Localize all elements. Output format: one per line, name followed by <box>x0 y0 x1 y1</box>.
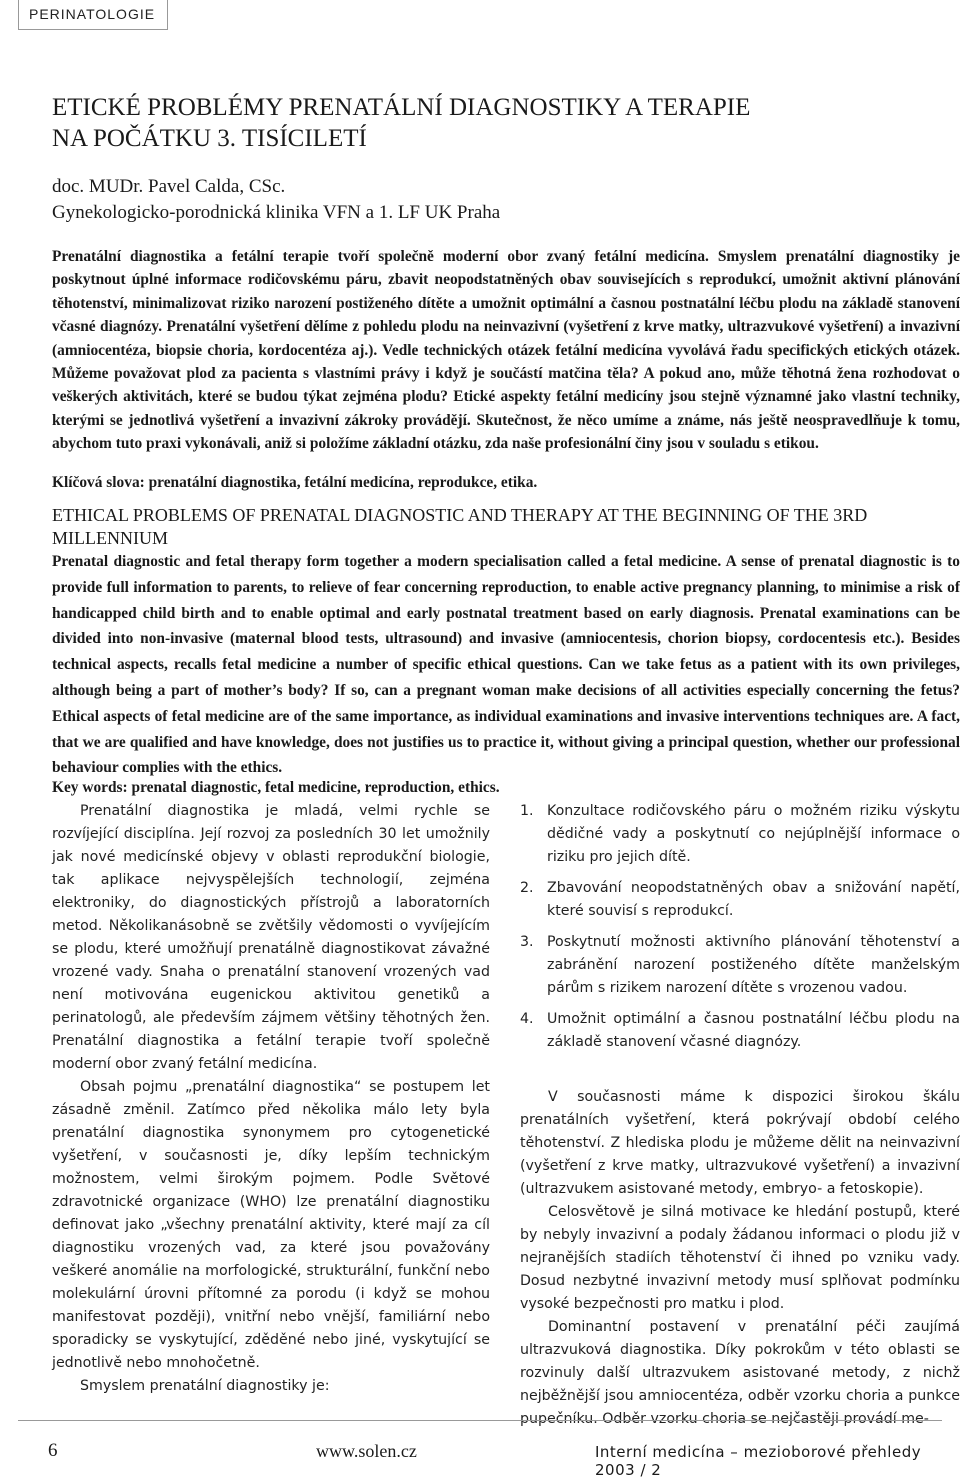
footer-divider <box>18 1420 942 1421</box>
abstract-english: Prenatal diagnostic and fetal therapy form together a modern specialisation called a fetal medicine. A sense of prenatal diagnostic is to provide full information to parents, to relieve of fear concerning reproduction, to enable active pregnancy planning, to minimise a risk of handicapped child birth and to enable optimal and early postnatal treatment based on early diagnosis. Prenatal examinations can be divided into non-invasive (maternal blood tests, ultrasound) and invasive (amniocentesis, chorion biopsy, cordocentesis etc.). Besides technical aspects, recalls fetal medicine a number of specific ethical questions. Can we take fetus as a patient with its own privileges, although being a part of mother’s body? If so, can a pregnant woman make decisions of all activities especially concerning the fetus? Ethical aspects of fetal medicine are of the same importance, as individual examinations and invasive interventions techniques are. A fact, that we are qualified and have knowledge, does not justifies us to practice it, without giving a principal question, whether our professional behaviour complies with the ethics. <box>52 553 960 777</box>
abstract-czech: Prenatální diagnostika a fetální terapie tvoří společně moderní obor zvaný fetální medicína. Smyslem prenatální diagnostiky je poskytnout úplné informace rodičovskému páru, zbavit neopodstatněných obav souvisejících s reprodukcí, umožnit aktivní plánování těhotenství, minimalizovat riziko narození postiženého dítěte a umožnit optimální a časnou postnatální léčbu plodu na základě stanovení včasné diagnózy. Prenatální vyšetření dělíme z pohledu plodu na neinvazivní (vyšetření z krve matky, ultrazvukové vyšetření) a invazivní (amniocentéza, biopsie choria, kordocentéza aj.). Vedle technických otázek fetální medicína vyvolává řadu specifických etických otázek. Můžeme považovat plod za pacienta s vlastními právy i když je součástí matčina těla? A pokud ano, může těhotná žena rozhodovat o veškerých aktivitách, které se budou týkat zejména plodu? Etické aspekty fetální medicíny jsou stejně významné jako vlastní techniky, kterými se jednotlivá vyšetření a invazivní zákroky provádějí. Skutečnost, že něco umíme a známe, nás ještě neospravedlňuje k tomu, abychom tuto praxi vykonávali, aniž si položíme základní otázku, zda naše profesionální činy jsou v souladu s etikou. <box>52 248 960 453</box>
affiliation: Gynekologicko-porodnická klinika VFN a 1. LF UK Praha <box>52 202 501 223</box>
list-number: 1. <box>520 803 534 819</box>
list-text: Zbavování neopodstatněných obav a snižování napětí, které souvisí s reprodukcí. <box>547 880 960 919</box>
footer-url: www.solen.cz <box>316 1441 417 1461</box>
keywords-english: Key words: prenatal diagnostic, fetal medicine, reproduction, ethics. <box>52 779 500 796</box>
list-number: 2. <box>520 880 534 896</box>
list-item <box>520 800 960 869</box>
body-paragraph: Dominantní postavení v prenatální péči zaujímá ultrazvuková diagnostika. Díky pokrokům v této oblasti se rozvinuly další ultrazvukem asistované metody, z nichž nejběžnější jsou amniocentéza, odběr vzorku choria a punkce pupečníku. Odběr vzorku choria se nejčastěji provádí me- <box>520 1319 960 1427</box>
left-column <box>52 800 490 1398</box>
body-paragraph: Celosvětově je silná motivace ke hledání postupů, které by nebyly invazivní a podaly žádanou informaci o plodu již v nejranějších stadiích těhotenství či ihned po vzniku vady. Dosud nezbytné invazivní metody musí splňovat podmínku vysoké bezpečnosti pro matku i plod. <box>520 1204 960 1312</box>
section-label: PERINATOLOGIE <box>18 0 168 30</box>
right-column <box>520 800 960 1431</box>
keywords-czech: Klíčová slova: prenatální diagnostika, fetální medicína, reprodukce, etika. <box>52 474 538 491</box>
list-text: Poskytnutí možnosti aktivního plánování těhotenství a zabránění narození postiženého dítěte manželským párům s rizikem narození dítěte s vrozenou vadou. <box>547 934 960 996</box>
body-paragraph: Smyslem prenatální diagnostiky je: <box>80 1378 330 1394</box>
english-title: ETHICAL PROBLEMS OF PRENATAL DIAGNOSTIC AND THERAPY AT THE BEGINNING OF THE 3RD MILLENNIUM <box>52 505 868 548</box>
body-paragraph: Prenatální diagnostika je mladá, velmi rychle se rozvíjející disciplína. Její rozvoj za posledních 30 let umožnily jak nové medicínské objevy v oblasti reprodukční biologie, tak aplikace nejvyspělejších technologií, zejména elektroniky, do diagnostických přístrojů a laboratorních metod. Několikanásobně se zvětšily vědomosti o vyvíjejícím se plodu, které umožňují prenatálně diagnostikovat závažné vrozené vady. Snaha o prenatální stanovení vrozených vad není motivována eugenickou aktivitou genetiků a perinatologů, ale především zájmem většiny těhotných žen. Prenatální diagnostika a fetální terapie tvoří společně moderní obor zvaný fetální medicína. <box>52 803 490 1072</box>
purpose-list <box>520 800 960 1054</box>
list-text: Konzultace rodičovského páru o možném riziku výskytu dědičné vady a poskytnutí co nejúplnější informace o riziku pro jejich dítě. <box>547 803 960 865</box>
page-number: 6 <box>48 1440 58 1461</box>
title-line: NA POČÁTKU 3. TISÍCILETÍ <box>52 125 367 152</box>
list-item <box>520 931 960 1000</box>
author: doc. MUDr. Pavel Calda, CSc. <box>52 176 286 197</box>
body-paragraph: V současnosti máme k dispozici širokou škálu prenatálních vyšetření, která pokrývají období celého těhotenství. Z hlediska plodu je můžeme dělit na neinvazivní (vyšetření z krve matky, ultrazvukové vyšetření) a invazivní (ultrazvukem asistované metody, embryo- a fetoskopie). <box>520 1089 960 1197</box>
article-title <box>52 92 932 154</box>
list-text: Umožnit optimální a časnou postnatální léčbu plodu na základě stanovení včasné diagnózy. <box>547 1011 960 1050</box>
footer-journal: Interní medicína – mezioborové přehledy 2003 / 2 <box>595 1443 922 1479</box>
list-number: 3. <box>520 934 534 950</box>
list-item <box>520 1008 960 1054</box>
list-item <box>520 877 960 923</box>
title-line: ETICKÉ PROBLÉMY PRENATÁLNÍ DIAGNOSTIKY A TERAPIE <box>52 94 751 121</box>
body-paragraph: Obsah pojmu „prenatální diagnostika“ se postupem let zásadně změnil. Zatímco před několika málo lety byla prenatální diagnostika synonymem pro cytogenetické vyšetření, v současnosti je, díky lepším technickým možnostem, velmi širokým pojmem. Podle Světové zdravotnické organizace (WHO) lze prenatální diagnostiku definovat jako „všechny prenatální aktivity, které mají za cíl diagnostiku vrozených vad, za které jsou považovány veškeré anomálie na morfologické, strukturální, funkční nebo molekulární úrovni přítomné za porodu (i když se mohou manifestovat později), vnitřní nebo vnější, familiární nebo sporadicky se vyskytující, zděděné nebo jiné, vyskytující se jednotlivě nebo mnohočetně. <box>52 1079 490 1371</box>
list-number: 4. <box>520 1011 534 1027</box>
